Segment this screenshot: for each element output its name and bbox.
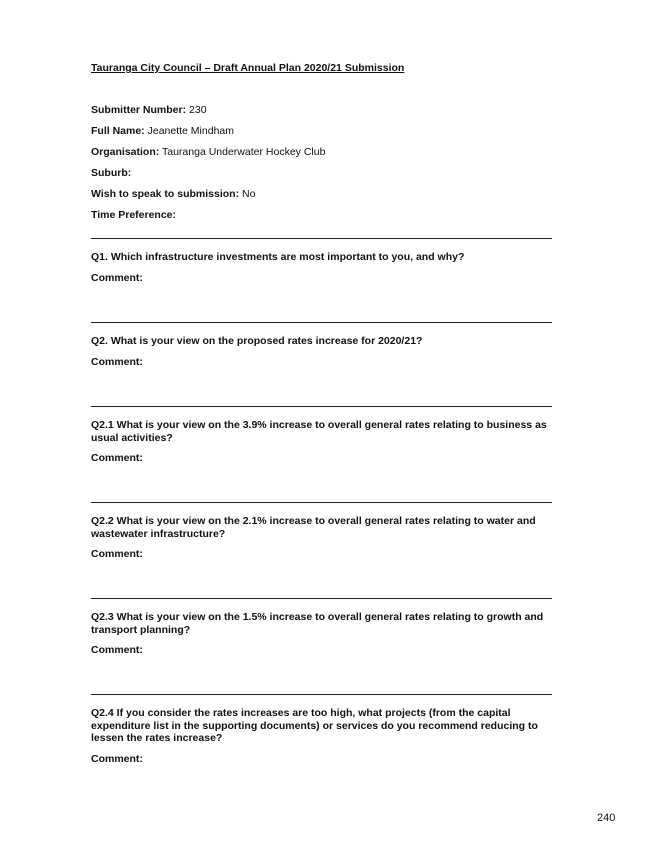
page-number: 240 bbox=[597, 812, 616, 824]
field-time-preference bbox=[91, 209, 176, 221]
field-wish-to-speak bbox=[91, 188, 255, 200]
field-value: Jeanette Mindham bbox=[147, 125, 234, 137]
document-title: Tauranga City Council – Draft Annual Plan 2020/21 Submission bbox=[91, 62, 405, 74]
field-value: 230 bbox=[189, 104, 207, 116]
comment-label: Comment: bbox=[91, 272, 143, 284]
field-label: Submitter Number: bbox=[91, 104, 187, 116]
divider bbox=[91, 238, 552, 239]
question-q1: Q1. Which infrastructure investments are most important to you, and why? bbox=[91, 251, 465, 263]
comment-label: Comment: bbox=[91, 452, 143, 464]
field-value: No bbox=[242, 188, 256, 200]
question-q2-3: Q2.3 What is your view on the 1.5% increase to overall general rates relating to growth and transport planning? bbox=[91, 611, 544, 636]
field-label: Full Name: bbox=[91, 125, 145, 137]
field-label: Time Preference: bbox=[91, 209, 177, 221]
question-q2-1: Q2.1 What is your view on the 3.9% increase to overall general rates relating to business as usual activities? bbox=[91, 419, 547, 444]
field-full-name bbox=[91, 125, 234, 137]
comment-label: Comment: bbox=[91, 644, 143, 656]
divider bbox=[91, 694, 552, 695]
question-q2-4: Q2.4 If you consider the rates increases are too high, what projects (from the capital expenditure list in the supporting documents) or services do you recommend reducing to lessen the rates increase? bbox=[91, 707, 538, 744]
divider bbox=[91, 322, 552, 323]
comment-label: Comment: bbox=[91, 548, 143, 560]
comment-label: Comment: bbox=[91, 753, 143, 765]
divider bbox=[91, 502, 552, 503]
field-suburb bbox=[91, 167, 131, 179]
field-label: Wish to speak to submission: bbox=[91, 188, 240, 200]
divider bbox=[91, 406, 552, 407]
comment-label: Comment: bbox=[91, 356, 143, 368]
question-q2-2: Q2.2 What is your view on the 2.1% increase to overall general rates relating to water and wastewater infrastructure? bbox=[91, 515, 536, 540]
field-submitter-number bbox=[91, 104, 207, 116]
field-label: Suburb: bbox=[91, 167, 132, 179]
field-value: Tauranga Underwater Hockey Club bbox=[162, 146, 326, 158]
divider bbox=[91, 598, 552, 599]
field-organisation bbox=[91, 146, 325, 158]
field-label: Organisation: bbox=[91, 146, 160, 158]
question-q2: Q2. What is your view on the proposed rates increase for 2020/21? bbox=[91, 335, 423, 347]
